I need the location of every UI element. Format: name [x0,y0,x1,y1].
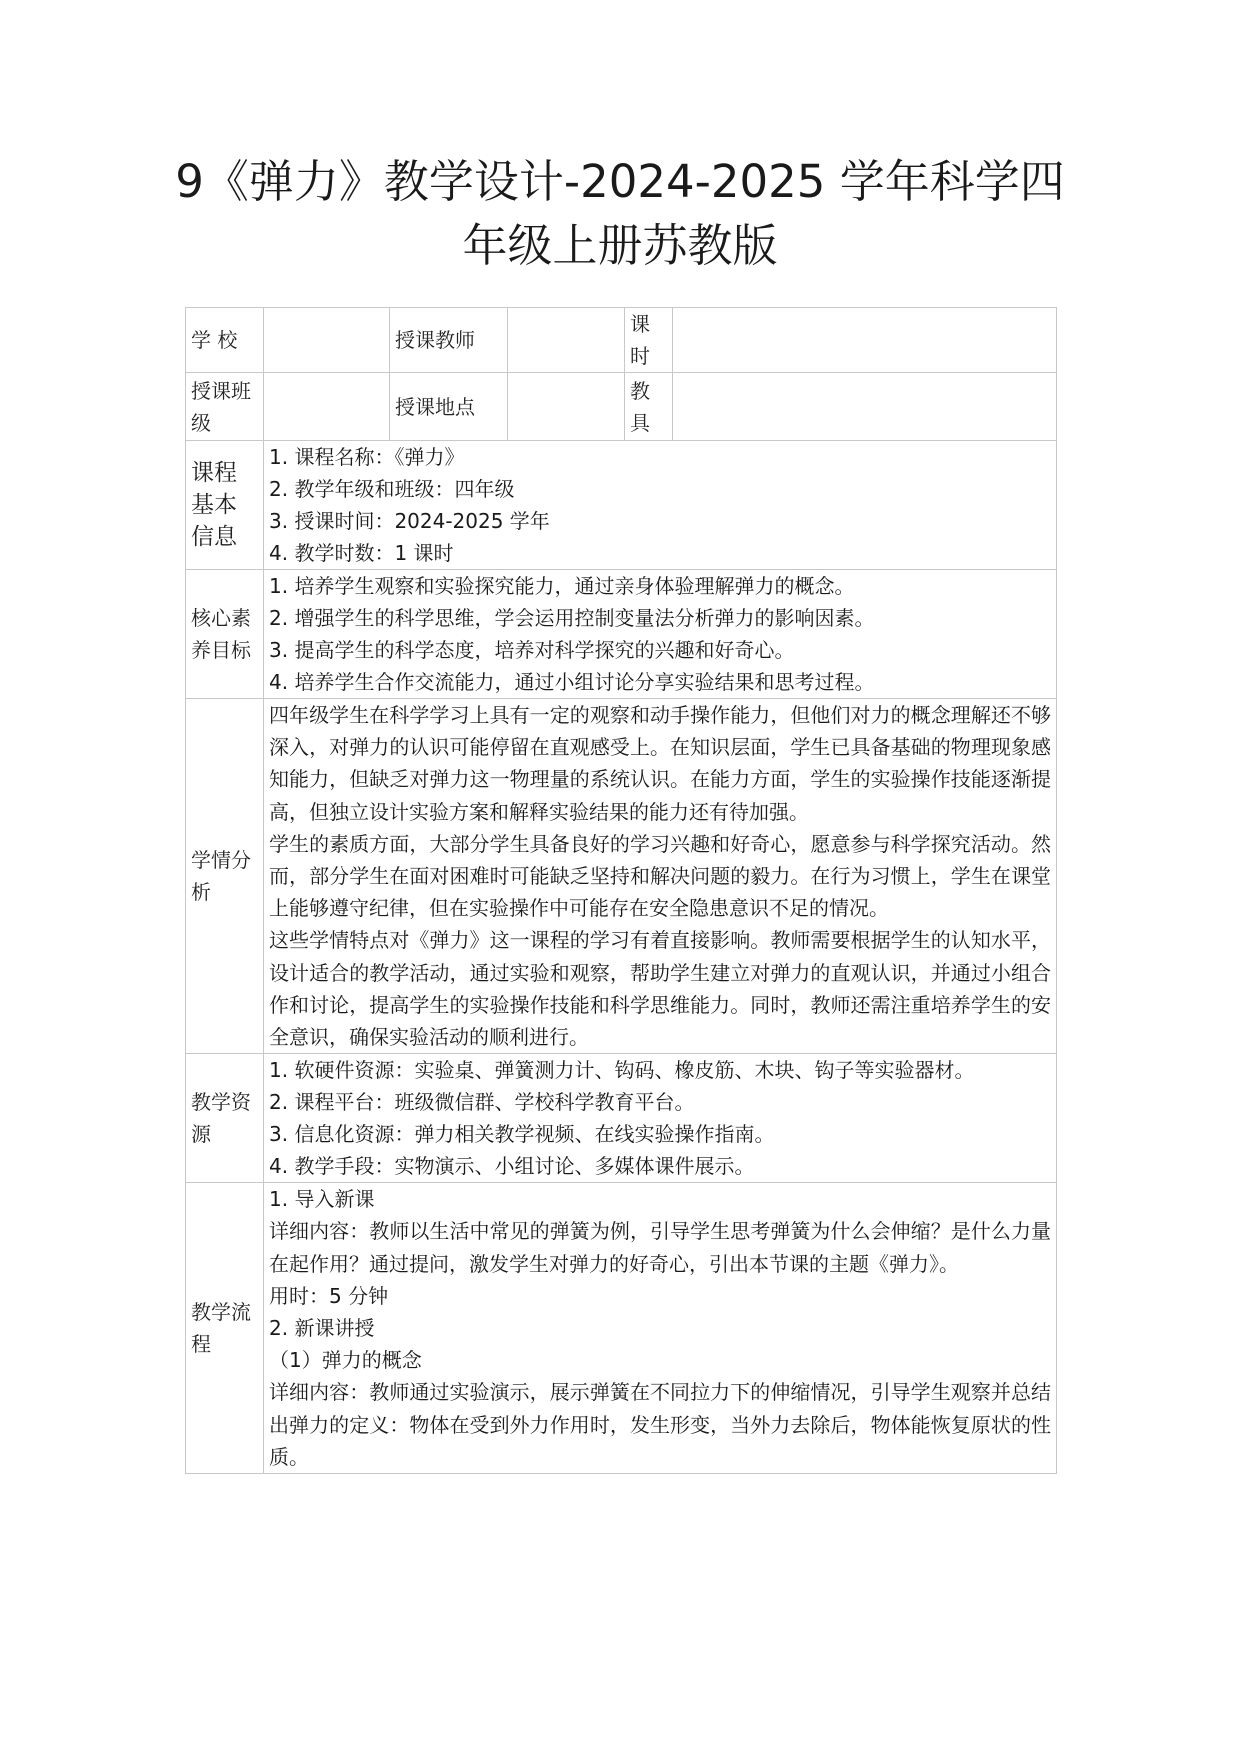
core-goals-row [186,570,1057,699]
period-label: 课 时 [625,308,673,373]
school-value[interactable] [264,308,390,373]
resources-label: 教学资源 [186,1054,264,1183]
paragraph: 四年级学生在科学学习上具有一定的观察和动手操作能力，但他们对力的概念理解还不够深入，对弹力的认识可能停留在直观感受上。在知识层面，学生已具备基础的物理现象感知能力，但缺乏对弹力这一物理量的系统认识。在能力方面，学生的实验操作技能逐渐提高，但独立设计实验方案和解释实验结果的能力还有待加强。 [269,703,1051,824]
core-goals-label: 核心素养目标 [186,570,264,699]
process-line: 详细内容：教师通过实验演示，展示弹簧在不同拉力下的伸缩情况，引导学生观察并总结出弹力的定义：物体在受到外力作用时，发生形变，当外力去除后，物体能恢复原状的性质。 [269,1380,1051,1469]
process-line: 2. 新课讲授 [269,1316,375,1341]
process-line: 1. 导入新课 [269,1187,375,1212]
title-line-1: 9《弹力》教学设计-2024-2025 学年科学四 [175,155,1065,208]
list-item: 1. 课程名称：《弹力》 [269,445,465,469]
teacher-value[interactable] [508,308,625,373]
core-goals-content [264,570,1057,699]
header-row-2 [186,373,1057,441]
list-item: 4. 教学手段：实物演示、小组讨论、多媒体课件展示。 [269,1154,755,1179]
process-line: 用时：5 分钟 [269,1283,389,1308]
period-value[interactable] [673,308,1057,373]
paragraph: 这些学情特点对《弹力》这一课程的学习有着直接影响。教师需要根据学生的认知水平，设计适合的教学活动，通过实验和观察，帮助学生建立对弹力的直观认识，并通过小组合作和讨论，提高学生的实验操作技能和科学思维能力。同时，教师还需注重培养学生的安全意识，确保实验活动的顺利进行。 [269,928,1051,1050]
list-item: 2. 课程平台：班级微信群、学校科学教育平台。 [269,1090,695,1115]
student-analysis-row [186,699,1057,1054]
basic-info-label: 课程基本信息 [186,441,264,570]
student-analysis-label: 学情分析 [186,699,264,1054]
list-item: 4. 培养学生合作交流能力，通过小组讨论分享实验结果和思考过程。 [269,670,875,694]
process-label: 教学流程 [186,1183,264,1474]
basic-info-row [186,441,1057,570]
process-line: （1）弹力的概念 [269,1348,422,1373]
student-analysis-content [264,699,1057,1054]
list-item: 4. 教学时数：1 课时 [269,541,454,565]
process-content [264,1183,1057,1474]
location-value[interactable] [508,373,625,441]
list-item: 2. 增强学生的科学思维，学会运用控制变量法分析弹力的影响因素。 [269,606,875,630]
list-item: 3. 信息化资源：弹力相关教学视频、在线实验操作指南。 [269,1122,775,1147]
location-label: 授课地点 [390,373,508,441]
list-item: 3. 提高学生的科学态度，培养对科学探究的兴趣和好奇心。 [269,638,795,662]
list-item: 1. 软硬件资源：实验桌、弹簧测力计、钩码、橡皮筋、木块、钩子等实验器材。 [269,1058,975,1083]
list-item: 3. 授课时间：2024-2025 学年 [269,509,550,533]
teacher-label: 授课教师 [390,308,508,373]
tools-value[interactable] [673,373,1057,441]
document-title [150,150,1090,278]
resources-content [264,1054,1057,1183]
list-item: 2. 教学年级和班级：四年级 [269,477,515,501]
header-row-1 [186,308,1057,373]
class-value[interactable] [264,373,390,441]
paragraph: 学生的素质方面，大部分学生具备良好的学习兴趣和好奇心，愿意参与科学探究活动。然而，部分学生在面对困难时可能缺乏坚持和解决问题的毅力。在行为习惯上，学生在课堂上能够遵守纪律，但在实验操作中可能存在安全隐患意识不足的情况。 [269,831,1051,921]
process-line: 详细内容：教师以生活中常见的弹簧为例，引导学生思考弹簧为什么会伸缩？是什么力量在起作用？通过提问，激发学生对弹力的好奇心，引出本节课的主题《弹力》。 [269,1219,1051,1276]
school-label: 学 校 [186,308,264,373]
title-line-2: 年级上册苏教版 [462,219,778,272]
tools-label: 教 具 [625,373,673,441]
lesson-plan-table [185,307,1057,1474]
class-label: 授课班级 [186,373,264,441]
list-item: 1. 培养学生观察和实验探究能力，通过亲身体验理解弹力的概念。 [269,574,855,598]
process-row [186,1183,1057,1474]
resources-row [186,1054,1057,1183]
basic-info-content [264,441,1057,570]
